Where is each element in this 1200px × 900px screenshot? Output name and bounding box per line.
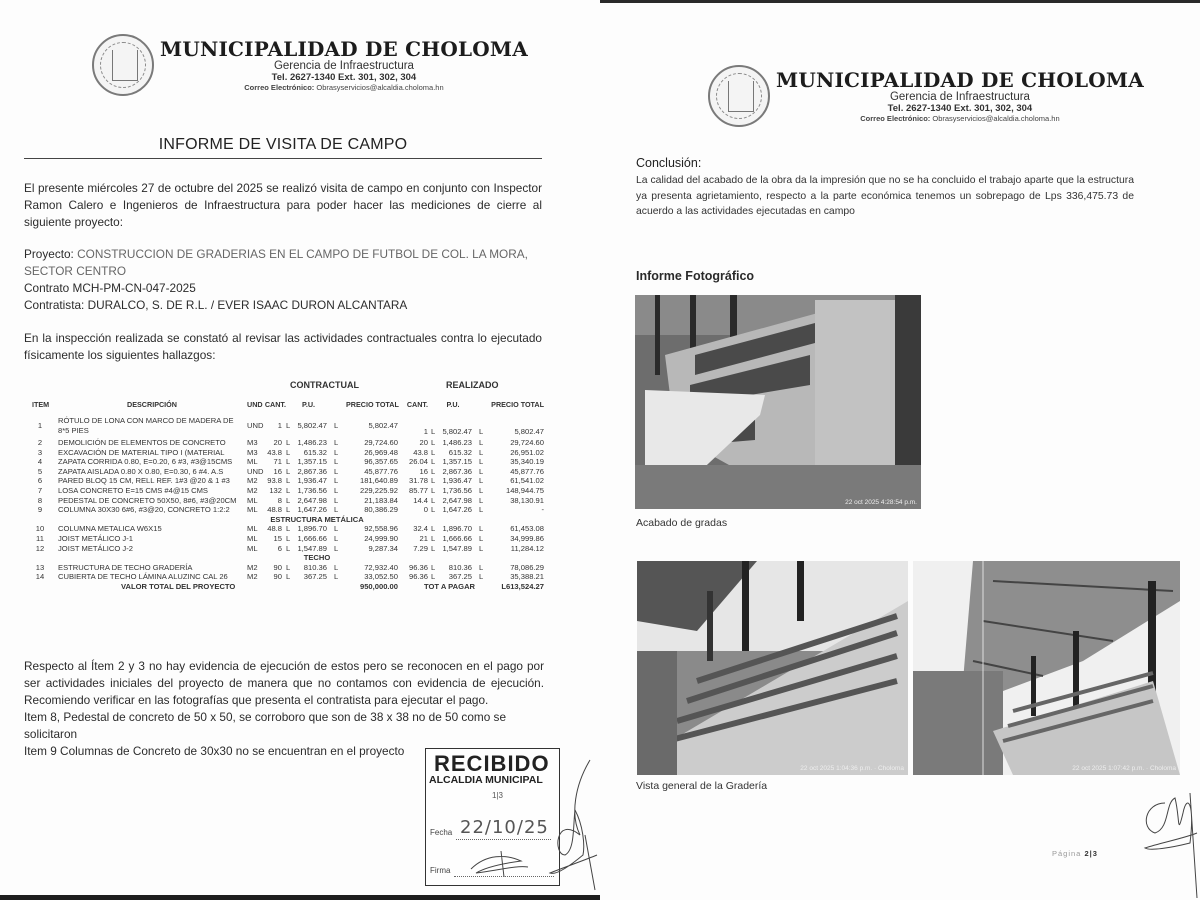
currency-symbol: L [431, 476, 436, 486]
table-header-row [26, 400, 548, 412]
cell-und: ML [247, 543, 258, 553]
photo-timestamp: 22 oct 2025 1:07:42 p.m. · Choloma [1072, 765, 1176, 772]
conclusion-heading: Conclusión: [636, 156, 702, 170]
cell-desc: ESTRUCTURA DE TECHO GRADERÍA [58, 562, 193, 572]
currency-symbol: L [431, 524, 436, 534]
email-value: Obrasyservicios@alcaldia.choloma.hn [316, 83, 444, 92]
stamp-page: 1|3 [492, 791, 503, 800]
currency-symbol: L [431, 543, 436, 553]
cell-rpu: 5,802.47 [442, 427, 472, 436]
currency-symbol: L [431, 486, 436, 495]
cell-rpu: 367.25 [448, 572, 472, 582]
cell-desc: ZAPATA AISLADA 0.80 X 0.80, E=0.30, 6 #4. A.S [58, 466, 224, 476]
table-section-header: ESTRUCTURA METÁLICA [270, 514, 364, 524]
currency-symbol: L [286, 534, 291, 543]
letterhead-department: Gerencia de Infraestructura [273, 60, 414, 72]
cell-rpt: 148,944.75 [505, 486, 544, 495]
col-pu: P.U. [301, 400, 316, 409]
note-item-8: Item 8, Pedestal de concreto de 50 x 50, se corroboro que son de 38 x 38 no de 50 como se solicitaron [24, 710, 507, 741]
currency-symbol: L [286, 447, 291, 457]
cell-rcant: 1 [423, 427, 428, 436]
cell-cant: 15 [273, 534, 282, 543]
cell-rpu: 2,647.98 [442, 495, 472, 505]
cell-rcant: 96.36 [408, 562, 428, 572]
cell-und: ML [247, 495, 258, 505]
currency-symbol: L [479, 427, 484, 436]
cell-cant: 48.8 [267, 524, 282, 534]
cell-pt: 5,802.47 [368, 421, 398, 430]
cell-desc: COLUMNA 30X30 6#6, #3@20, CONCRETO 1:2:2 [58, 505, 230, 515]
currency-symbol: L [334, 438, 339, 447]
date-line [456, 839, 551, 840]
cell-rcant: 16 [419, 466, 428, 476]
currency-symbol: L [334, 447, 339, 457]
cell-cant: 6 [277, 543, 282, 553]
currency-symbol: L [286, 438, 291, 447]
currency-symbol: L [479, 505, 484, 515]
currency-symbol: L [431, 505, 436, 515]
cell-rcant: 0 [423, 505, 428, 515]
cell-rpu: 1,486.23 [442, 438, 472, 447]
col-item: ITEM [32, 400, 50, 409]
currency-symbol: L [431, 562, 436, 572]
cell-desc: LOSA CONCRETO E=15 CMS #4@15 CMS [58, 486, 209, 495]
cell-rpu: 1,936.47 [442, 476, 472, 486]
col-rcant: CANT. [406, 400, 428, 409]
letterhead-email-line [776, 114, 1144, 124]
project-name: CONSTRUCCION DE GRADERIAS EN EL CAMPO DE FUTBOL DE COL. LA MORA, SECTOR CENTRO [24, 247, 528, 278]
cell-und: M2 [247, 562, 258, 572]
cell-pu: 1,736.56 [297, 486, 327, 495]
cell-rcant: 14.4 [413, 495, 428, 505]
footer-page-number: 2|3 [1084, 849, 1098, 858]
currency-symbol: L [431, 438, 436, 447]
col-und: UND [247, 400, 263, 409]
currency-symbol: L [479, 466, 484, 476]
received-stamp [425, 748, 560, 886]
currency-symbol: L [479, 543, 484, 553]
cell-rcant: 7.29 [413, 543, 428, 553]
cell-rpt: 34,999.86 [510, 534, 544, 543]
note-items-2-3: Respecto al Ítem 2 y 3 no hay evidencia de ejecución de estos pero se reconocen en el pago por ser actividades iniciales del proyecto de manera que no contamos con evidencia de ejecución. Recomiendo verificar en las fotografías que presenta el contratista para ejecutar el pago. [24, 659, 544, 707]
cell-cant: 71 [273, 457, 282, 467]
cell-pt: 80,386.29 [364, 505, 398, 515]
cell-rpu: 810.36 [448, 562, 472, 572]
currency-symbol: L [334, 457, 339, 467]
cell-rpt: 11,284.12 [510, 543, 544, 553]
handwritten-signature-icon [545, 755, 600, 895]
cell-und: M3 [247, 447, 258, 457]
currency-symbol: L [286, 524, 291, 534]
email-label: Correo Electrónico: [860, 114, 931, 123]
currency-symbol: L [334, 421, 339, 430]
inspection-paragraph: En la inspección realizada se constató al revisar las actividades contractuales contra lo ejecutado físicamente los siguientes hallazgos: [24, 331, 542, 362]
currency-symbol: L [334, 466, 339, 476]
currency-symbol: L [286, 466, 291, 476]
cell-pu: 810.36 [303, 562, 327, 572]
currency-symbol: L [334, 572, 339, 582]
cell-item: 5 [37, 466, 43, 476]
cell-rcant: 96.36 [408, 572, 428, 582]
table-total-row [26, 582, 548, 594]
cell-rpt: 78,086.29 [510, 562, 544, 572]
cell-pu: 1,666.66 [297, 534, 327, 543]
cell-item: 10 [35, 524, 45, 534]
currency-symbol: L [431, 572, 436, 582]
currency-symbol: L [334, 524, 339, 534]
letterhead [708, 65, 1144, 127]
letterhead-email-line [160, 83, 528, 93]
currency-symbol: L [431, 495, 436, 505]
cell-cant: 8 [277, 495, 282, 505]
stamp-title: RECIBIDO [434, 751, 550, 776]
intro-paragraph: El presente miércoles 27 de octubre del 2025 se realizó visita de campo en conjunto con Inspector Ramon Calero e Ingenieros de Infraestructura para poder hacer las mediciones de cierre al siguiente proyecto: [24, 181, 542, 229]
photo-vista-general [637, 561, 908, 775]
currency-symbol: L [286, 457, 291, 467]
letterhead-title: MUNICIPALIDAD DE CHOLOMA [776, 68, 1144, 92]
stamp-signature-icon [466, 849, 536, 879]
cell-pu: 2,867.36 [297, 466, 327, 476]
group-header-contractual: CONTRACTUAL [290, 380, 359, 390]
letterhead-department: Gerencia de Infraestructura [889, 91, 1030, 103]
cell-pu: 1,357.15 [297, 457, 327, 467]
currency-symbol: L [479, 438, 484, 447]
scan-edge [0, 895, 600, 900]
cell-desc: CUBIERTA DE TECHO LÁMINA ALUZINC CAL 26 [58, 572, 228, 582]
cell-desc: COLUMNA METALICA W6X15 [58, 524, 162, 534]
photo-timestamp: 22 oct 2025 4:28:54 p.m. [845, 499, 917, 506]
cell-item: 9 [37, 505, 43, 515]
currency-symbol: L [286, 421, 291, 430]
cell-rcant: 32.4 [413, 524, 428, 534]
cell-pt: 45,877.76 [364, 466, 398, 476]
currency-symbol: L [334, 534, 339, 543]
bleachers-closeup-image [635, 295, 921, 509]
cell-pt: 72,932.40 [364, 562, 398, 572]
cell-desc: DEMOLICIÓN DE ELEMENTOS DE CONCRETO [58, 438, 226, 447]
cell-item: 3 [37, 447, 43, 457]
handwritten-signature-icon [1135, 783, 1200, 900]
cell-item: 11 [36, 534, 44, 543]
col-cant: CANT. [264, 400, 286, 409]
cell-cant: 90 [273, 562, 282, 572]
cell-cant: 20 [273, 438, 282, 447]
cell-desc: PARED BLOQ 15 CM, RELL REF. 1#3 @20 & 1 #3 [58, 476, 230, 486]
cell-rpt: 35,388.21 [510, 572, 544, 582]
cell-rpt: 5,802.47 [514, 427, 544, 436]
cell-pt: 229,225.92 [359, 486, 398, 495]
footer-label: Página [1052, 849, 1082, 858]
cell-cant: 48.8 [267, 505, 282, 515]
photo-vista-lateral [913, 561, 1180, 775]
col-rpu: P.U. [446, 400, 460, 409]
photo-caption: Acabado de gradas [636, 517, 728, 529]
page-footer [1052, 849, 1098, 858]
cell-rcant: 26.04 [408, 457, 428, 467]
pay-label: TOT A PAGAR [424, 582, 476, 591]
cell-pt: 26,969.48 [364, 447, 398, 457]
bleachers-overview-image [637, 561, 908, 775]
currency-symbol: L [431, 457, 436, 467]
letterhead-phone: Tel. 2627-1340 Ext. 301, 302, 304 [887, 103, 1033, 114]
cell-und: UND [247, 466, 264, 476]
currency-symbol: L [334, 495, 339, 505]
cell-und: M2 [247, 486, 258, 495]
cell-desc: JOIST METÁLICO J-1 [58, 534, 133, 543]
currency-symbol: L [479, 457, 484, 467]
municipal-seal-icon [708, 65, 770, 127]
project-label: Proyecto: [24, 247, 74, 261]
currency-symbol: L [431, 447, 436, 457]
cell-rcant: 43.8 [413, 447, 428, 457]
notes [24, 658, 544, 760]
cell-rpu: 1,736.56 [442, 486, 472, 495]
cell-rpu: 1,666.66 [442, 534, 472, 543]
group-header-realizado: REALIZADO [446, 380, 499, 390]
table-section-header: TECHO [303, 553, 331, 563]
report-page-1 [0, 0, 600, 895]
cell-cant: 132 [269, 486, 282, 495]
cell-item: 12 [35, 543, 45, 553]
signature-line [454, 876, 554, 877]
cell-rpt: 29,724.60 [510, 438, 544, 447]
cell-und: M2 [247, 476, 258, 486]
cell-item: 13 [35, 562, 45, 572]
currency-symbol: L [286, 505, 291, 515]
photo-timestamp: 22 oct 2025 1:04:36 p.m. · Choloma [800, 765, 904, 772]
cell-pt: 96,357.65 [364, 457, 398, 467]
cell-pt: 33,052.50 [364, 572, 398, 582]
pay-value: L613,524.27 [501, 582, 544, 591]
contract-number: Contrato MCH-PM-CN-047-2025 [24, 281, 196, 295]
total-label: VALOR TOTAL DEL PROYECTO [121, 582, 236, 591]
currency-symbol: L [479, 495, 484, 505]
cell-item: 6 [37, 476, 43, 486]
cell-rcant: 21 [419, 534, 428, 543]
document-title: INFORME DE VISITA DE CAMPO [24, 136, 542, 159]
cell-item: 4 [37, 457, 43, 467]
cell-rpu: 1,896.70 [442, 524, 472, 534]
cell-rpt: 61,453.08 [510, 524, 544, 534]
cell-rpt: 35,340.19 [510, 457, 544, 467]
cell-und: ML [247, 505, 258, 515]
email-label: Correo Electrónico: [244, 83, 315, 92]
cell-desc: ZAPATA CORRIDA 0.80, E=0.20, 6 #3, #3@15CMS [58, 457, 233, 467]
letterhead [92, 34, 528, 96]
cell-pu: 1,486.23 [297, 438, 327, 447]
cell-und: UND [247, 421, 264, 430]
cell-pu: 367.25 [303, 572, 327, 582]
letterhead-title: MUNICIPALIDAD DE CHOLOMA [160, 37, 528, 61]
cell-rpu: 2,867.36 [442, 466, 472, 476]
col-desc: DESCRIPCIÓN [127, 400, 177, 409]
currency-symbol: L [479, 562, 484, 572]
table-row [26, 416, 548, 438]
letterhead-phone: Tel. 2627-1340 Ext. 301, 302, 304 [271, 72, 417, 83]
cell-rpu: 615.32 [448, 447, 472, 457]
cell-cant: 43.8 [267, 447, 282, 457]
cell-rcant: 20 [419, 438, 428, 447]
report-page-2 [600, 3, 1200, 900]
cell-item: 2 [37, 438, 43, 447]
photo-report-heading: Informe Fotográfico [636, 269, 755, 283]
municipal-seal-icon [92, 34, 154, 96]
currency-symbol: L [479, 534, 484, 543]
cell-rpt: - [541, 505, 544, 515]
col-rpt: PRECIO TOTAL [491, 400, 544, 409]
currency-symbol: L [479, 524, 484, 534]
currency-symbol: L [334, 486, 339, 495]
currency-symbol: L [286, 476, 291, 486]
cell-pu: 1,647.26 [297, 505, 327, 515]
cell-pu: 1,547.89 [297, 543, 327, 553]
currency-symbol: L [286, 495, 291, 505]
currency-symbol: L [479, 476, 484, 486]
cell-rpt: 45,877.76 [510, 466, 544, 476]
cell-desc: EXCAVACIÓN DE MATERIAL TIPO I (MATERIAL [58, 447, 225, 457]
currency-symbol: L [286, 572, 291, 582]
cell-pu: 1,936.47 [297, 476, 327, 486]
currency-symbol: L [334, 476, 339, 486]
cell-cant: 1 [277, 421, 282, 430]
cell-cant: 90 [273, 572, 282, 582]
cell-rpt: 38,130.91 [510, 495, 544, 505]
cell-desc: JOIST METÁLICO J-2 [58, 543, 133, 553]
cell-pt: 21,183.84 [364, 495, 398, 505]
cell-item: 8 [37, 495, 43, 505]
cell-rpu: 1,647.26 [442, 505, 472, 515]
cell-rcant: 85.77 [408, 486, 428, 495]
currency-symbol: L [479, 447, 484, 457]
stamp-date-label: Fecha [430, 828, 453, 837]
stamp-subtitle: ALCALDIA MUNICIPAL [429, 774, 543, 786]
currency-symbol: L [286, 562, 291, 572]
cell-pt: 92,558.96 [364, 524, 398, 534]
email-value: Obrasyservicios@alcaldia.choloma.hn [932, 114, 1060, 123]
cell-pu: 5,802.47 [297, 421, 327, 430]
col-pt: PRECIO TOTAL [346, 400, 399, 409]
cell-item: 7 [37, 486, 43, 495]
cell-pt: 29,724.60 [364, 438, 398, 447]
currency-symbol: L [431, 466, 436, 476]
bleachers-side-image [913, 561, 1180, 775]
cell-pu: 2,647.98 [297, 495, 327, 505]
photo-caption: Vista general de la Gradería [636, 780, 768, 792]
cell-item: 14 [35, 572, 45, 582]
cell-item: 1 [37, 421, 43, 430]
stamp-date-value: 22/10/25 [460, 817, 549, 838]
conclusion-text: La calidad del acabado de la obra da la impresión que no se ha concluido el trabajo aparte que la estructura ya presenta agrietamiento, respecto a la parte económica tenemos un sobrepago de Lps 336,475.73 de acuerdo a las actividades ejecutadas en campo [636, 175, 1134, 217]
cell-pt: 181,640.89 [359, 476, 398, 486]
cell-desc-line2: 8*5 PIES [58, 426, 89, 435]
currency-symbol: L [334, 562, 339, 572]
cell-rpu: 1,547.89 [442, 543, 472, 553]
cell-und: ML [247, 457, 258, 467]
cell-desc: PEDESTAL DE CONCRETO 50X50, 8#6, #3@20CM [58, 495, 237, 505]
cell-rcant: 31.78 [408, 476, 428, 486]
cell-cant: 93.8 [267, 476, 282, 486]
contractor: Contratista: DURALCO, S. DE R.L. / EVER ISAAC DURON ALCANTARA [24, 298, 408, 312]
currency-symbol: L [431, 427, 436, 436]
cell-und: M3 [247, 438, 258, 447]
cell-und: ML [247, 534, 258, 543]
currency-symbol: L [479, 572, 484, 582]
cell-pu: 615.32 [303, 447, 327, 457]
cell-und: ML [247, 524, 258, 534]
cell-pt: 9,287.34 [368, 543, 398, 553]
currency-symbol: L [479, 486, 484, 495]
currency-symbol: L [431, 534, 436, 543]
currency-symbol: L [286, 486, 291, 495]
project-info [24, 246, 542, 314]
project-line [24, 246, 542, 280]
currency-symbol: L [286, 543, 291, 553]
total-value: 950,000.00 [359, 582, 398, 591]
currency-symbol: L [334, 543, 339, 553]
cell-pt: 24,999.90 [364, 534, 398, 543]
cell-cant: 16 [273, 466, 282, 476]
cell-und: M2 [247, 572, 258, 582]
cell-rpt: 26,951.02 [510, 447, 544, 457]
cell-rpu: 1,357.15 [442, 457, 472, 467]
note-item-9: Item 9 Columnas de Concreto de 30x30 no se encuentran en el proyecto [24, 744, 405, 758]
cell-rpt: 61,541.02 [510, 476, 544, 486]
cell-desc: RÓTULO DE LONA CON MARCO DE MADERA DE [58, 416, 234, 425]
cell-pu: 1,896.70 [297, 524, 327, 534]
currency-symbol: L [334, 505, 339, 515]
photo-acabado-gradas [635, 295, 921, 509]
stamp-signature-label: Firma [430, 866, 451, 875]
